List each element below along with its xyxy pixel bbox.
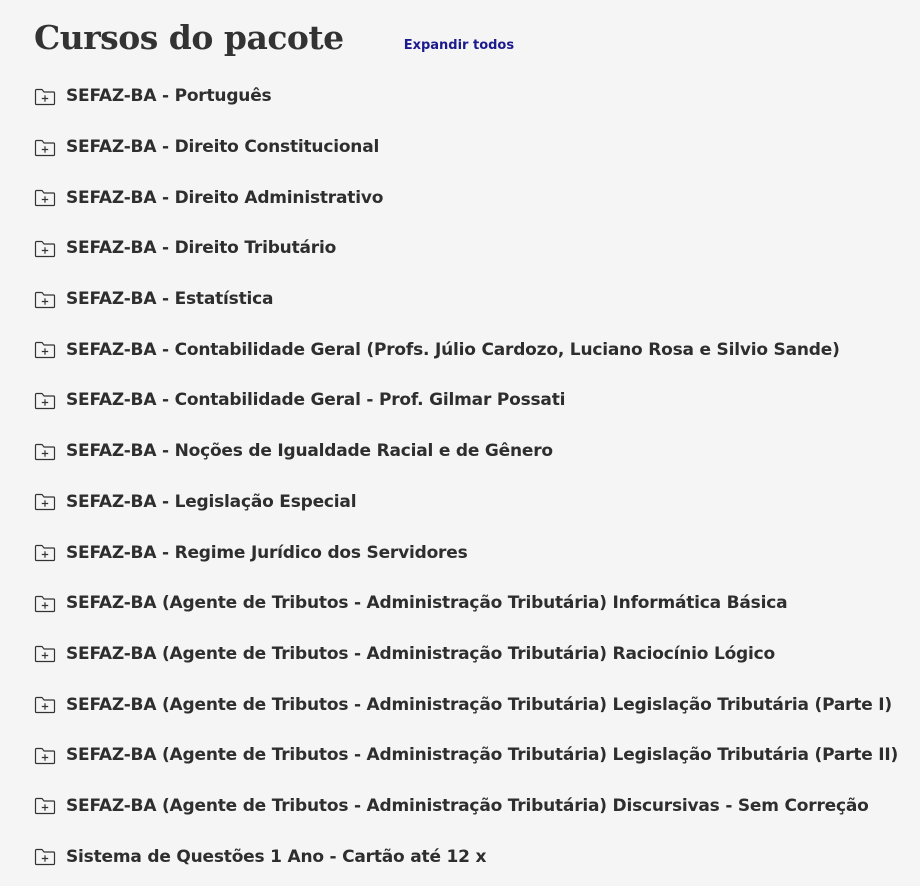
folder-plus-icon[interactable] [34,847,56,866]
course-item[interactable] [34,172,898,223]
course-item[interactable] [34,831,898,882]
course-title: SEFAZ-BA - Contabilidade Geral (Profs. Júlio Cardozo, Luciano Rosa e Silvio Sande) [66,339,840,360]
course-item[interactable] [34,426,898,477]
folder-plus-icon[interactable] [34,594,56,613]
folder-plus-icon[interactable] [34,695,56,714]
folder-plus-icon[interactable] [34,188,56,207]
course-item[interactable] [34,324,898,375]
course-title: SEFAZ-BA - Direito Constitucional [66,137,380,158]
course-title: Sistema de Questões 1 Ano - Cartão até 12 x [66,846,487,867]
folder-plus-icon[interactable] [34,87,56,106]
folder-plus-icon[interactable] [34,492,56,511]
course-title: SEFAZ-BA - Direito Tributário [66,238,337,259]
course-title: SEFAZ-BA - Legislação Especial [66,491,357,512]
course-title: SEFAZ-BA - Português [66,86,272,107]
folder-plus-icon[interactable] [34,239,56,258]
course-title: SEFAZ-BA - Noções de Igualdade Racial e de Gênero [66,441,553,462]
course-item[interactable] [34,781,898,832]
page-header [34,18,514,57]
course-item[interactable] [34,71,898,122]
folder-plus-icon[interactable] [34,442,56,461]
course-item[interactable] [34,274,898,325]
folder-plus-icon[interactable] [34,796,56,815]
course-title: SEFAZ-BA (Agente de Tributos - Administração Tributária) Raciocínio Lógico [66,643,776,664]
folder-plus-icon[interactable] [34,543,56,562]
course-item[interactable] [34,578,898,629]
folder-plus-icon[interactable] [34,746,56,765]
course-title: SEFAZ-BA (Agente de Tributos - Administração Tributária) Discursivas - Sem Correção [66,795,869,816]
course-title: SEFAZ-BA - Direito Administrativo [66,187,384,208]
course-title: SEFAZ-BA - Estatística [66,289,274,310]
course-item[interactable] [34,477,898,528]
course-title: SEFAZ-BA (Agente de Tributos - Administração Tributária) Legislação Tributária (Parte I) [66,694,892,715]
folder-plus-icon[interactable] [34,290,56,309]
course-item[interactable] [34,730,898,781]
folder-plus-icon[interactable] [34,644,56,663]
course-item[interactable] [34,223,898,274]
course-title: SEFAZ-BA (Agente de Tributos - Administração Tributária) Informática Básica [66,593,788,614]
course-title: SEFAZ-BA (Agente de Tributos - Administração Tributária) Legislação Tributária (Parte II) [66,745,899,766]
course-title: SEFAZ-BA - Contabilidade Geral - Prof. Gilmar Possati [66,390,566,411]
course-item[interactable] [34,679,898,730]
folder-plus-icon[interactable] [34,391,56,410]
course-title: SEFAZ-BA - Regime Jurídico dos Servidores [66,542,468,563]
expand-all-link[interactable]: Expandir todos [403,38,515,53]
folder-plus-icon[interactable] [34,138,56,157]
course-item[interactable] [34,122,898,173]
course-item[interactable] [34,375,898,426]
page-title: Cursos do pacote [34,18,344,57]
course-item[interactable] [34,527,898,578]
course-item[interactable] [34,629,898,680]
folder-plus-icon[interactable] [34,340,56,359]
course-list [34,71,898,882]
